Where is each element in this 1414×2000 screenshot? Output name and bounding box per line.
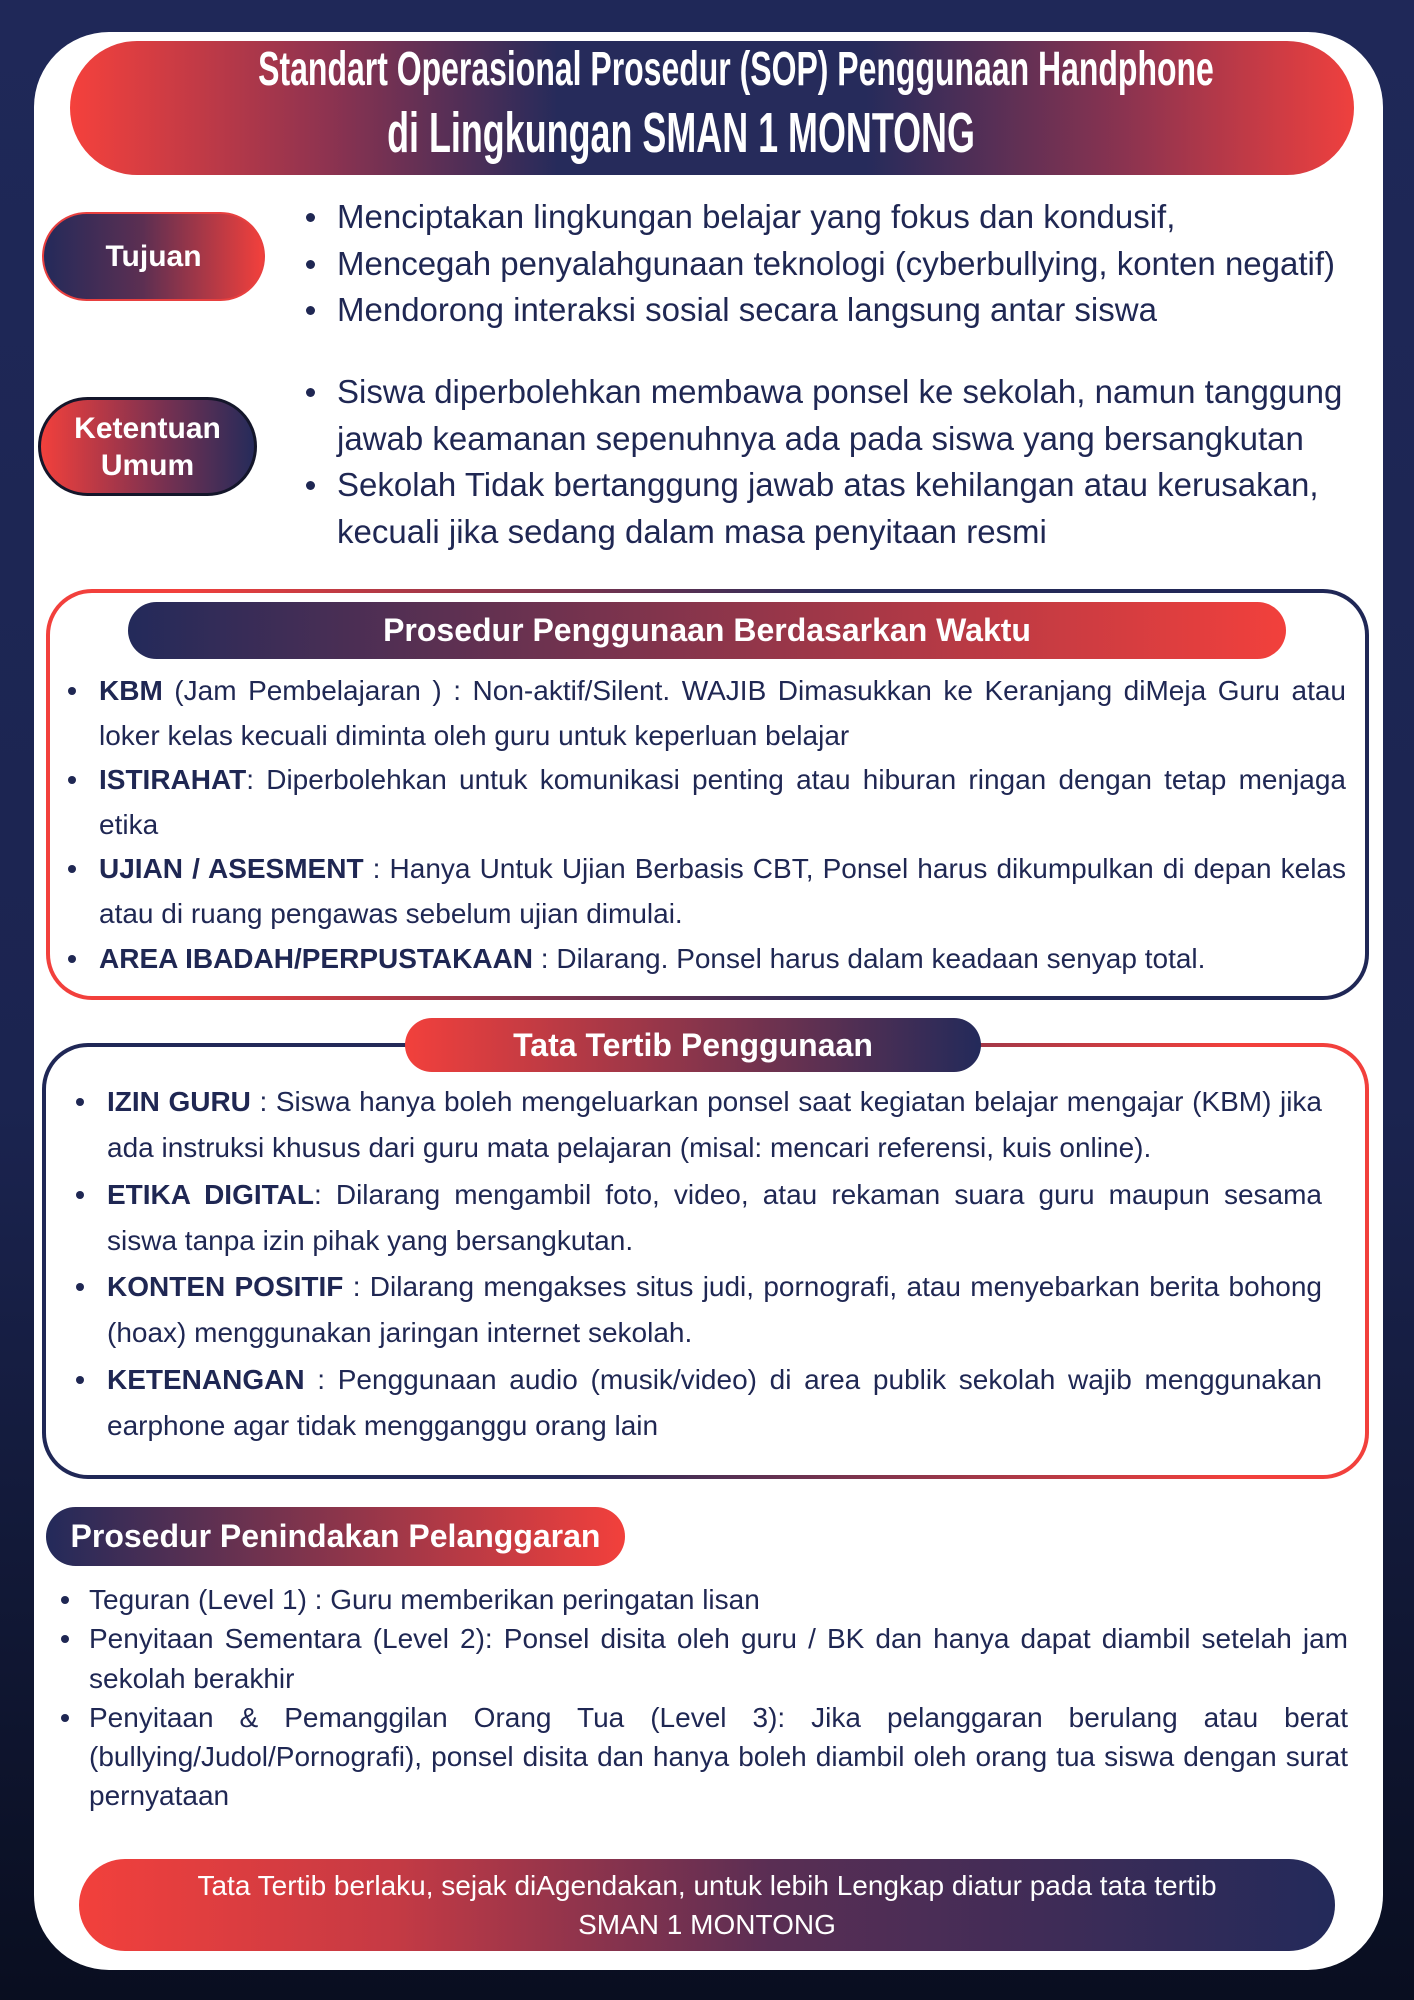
- list-item: Siswa diperbolehkan membawa ponsel ke sekolah, namun tanggung jawab keamanan sepenuhnya ada pada siswa yang bersangkutan: [337, 369, 1367, 462]
- header-title-line-2: di Lingkungan SMAN 1 MONTONG: [387, 101, 975, 165]
- item-label: ETIKA DIGITAL: [107, 1178, 314, 1210]
- item-text: : Siswa hanya boleh mengeluarkan ponsel saat kegiatan belajar mengajar (KBM) jika ada instruksi khusus dari guru mata pelajaran (misal: mencari referensi, kuis online).: [107, 1086, 1322, 1164]
- ketentuan-umum-label-pill: Ketentuan Umum: [38, 397, 257, 496]
- prosedur-waktu-title: Prosedur Penggunaan Berdasarkan Waktu: [128, 602, 1286, 659]
- item-label: KETENANGAN: [107, 1363, 305, 1395]
- item-text: : Hanya Untuk Ujian Berbasis CBT, Ponsel harus dikumpulkan di depan kelas atau di ruang pengawas sebelum ujian dimulai.: [99, 853, 1346, 929]
- penindakan-list: [89, 1580, 1348, 1816]
- ketentuan-umum-list: [337, 369, 1367, 555]
- prosedur-waktu-list: [99, 669, 1346, 981]
- item-text: : Penggunaan audio (musik/video) di area publik sekolah wajib menggunakan earphone agar tidak mengganggu orang lain: [107, 1363, 1322, 1442]
- list-item: Penyitaan & Pemanggilan Orang Tua (Level 3): Jika pelanggaran berulang atau berat (bullying/Judol/Pornografi), ponsel disita dan hanya boleh diambil oleh orang tua siswa dengan surat pernyataan: [89, 1698, 1348, 1816]
- penindakan-title: Prosedur Penindakan Pelanggaran: [46, 1507, 625, 1566]
- item-text: (Jam Pembelajaran ) : Non-aktif/Silent. WAJIB Dimasukkan ke Keranjang diMeja Guru atau loker kelas kecuali diminta oleh guru untuk keperluan belajar: [99, 675, 1346, 751]
- item-label: AREA IBADAH/PERPUSTAKAAN: [99, 942, 534, 974]
- list-item: [99, 847, 1346, 936]
- header-banner: [70, 41, 1354, 175]
- footer-line-2: SMAN 1 MONTONG: [578, 1909, 836, 1940]
- item-text: : Dilarang mengambil foto, video, atau rekaman suara guru maupun sesama siswa tanpa izin pihak yang bersangkutan.: [107, 1178, 1322, 1256]
- list-item: [107, 1079, 1322, 1172]
- item-text: : Dilarang mengakses situs judi, pornografi, atau menyebarkan berita bohong (hoax) menggunakan jaringan internet sekolah.: [107, 1271, 1322, 1349]
- list-item: [99, 758, 1346, 847]
- list-item: Penyitaan Sementara (Level 2): Ponsel disita oleh guru / BK dan hanya dapat diambil setelah jam sekolah berakhir: [89, 1619, 1348, 1698]
- item-label: IZIN GURU: [107, 1086, 251, 1117]
- tata-tertib-list: [107, 1079, 1322, 1449]
- item-text: : Diperbolehkan untuk komunikasi penting atau hiburan ringan dengan tetap menjaga etika: [99, 764, 1346, 840]
- item-label: ISTIRAHAT: [99, 764, 247, 796]
- footer-banner: [79, 1859, 1335, 1951]
- item-label: KBM: [99, 675, 163, 706]
- list-item: [107, 1264, 1322, 1357]
- tata-tertib-title: Tata Tertib Penggunaan: [405, 1018, 981, 1072]
- list-item: Sekolah Tidak bertanggung jawab atas kehilangan atau kerusakan, kecuali jika sedang dalam masa penyitaan resmi: [337, 462, 1367, 555]
- item-label: UJIAN / ASESMENT: [99, 853, 364, 885]
- footer-line-1: Tata Tertib berlaku, sejak diAgendakan, untuk lebih Lengkap diatur pada tata tertib: [197, 1870, 1217, 1901]
- header-title-line-1: Standart Operasional Prosedur (SOP) Penggunaan Handphone: [258, 43, 1214, 96]
- list-item: Teguran (Level 1) : Guru memberikan peringatan lisan: [89, 1580, 1348, 1619]
- list-item: [107, 1357, 1322, 1450]
- list-item: [107, 1172, 1322, 1265]
- list-item: [99, 937, 1346, 982]
- list-item: [99, 669, 1346, 758]
- list-item: Menciptakan lingkungan belajar yang fokus dan kondusif,: [337, 194, 1367, 241]
- list-item: Mencegah penyalahgunaan teknologi (cyberbullying, konten negatif): [337, 241, 1367, 288]
- tujuan-list: [337, 194, 1367, 334]
- tujuan-label-pill: Tujuan: [42, 212, 265, 301]
- item-text: : Dilarang. Ponsel harus dalam keadaan senyap total.: [533, 942, 1206, 974]
- list-item: Mendorong interaksi sosial secara langsung antar siswa: [337, 287, 1367, 334]
- item-label: KONTEN POSITIF: [107, 1271, 344, 1303]
